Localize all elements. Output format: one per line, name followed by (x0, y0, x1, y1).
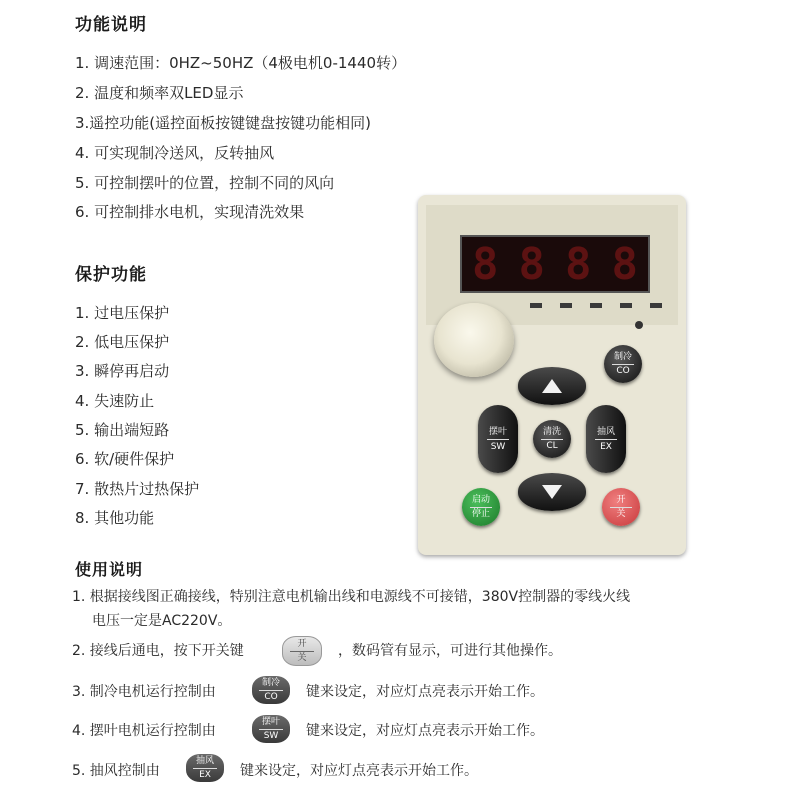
up-arrow-key (518, 367, 586, 405)
key-divider (193, 768, 217, 769)
protection-item: 4. 失速防止 (75, 392, 155, 410)
feature-item: 3.遥控功能(遥控面板按键键盘按键功能相同) (75, 114, 372, 132)
swing-key-bottom: SW (490, 441, 506, 452)
exhaust-key-top: 抽风 (596, 426, 615, 437)
indicator-led (620, 303, 632, 308)
up-arrow-icon (541, 378, 563, 394)
display-digit: 8 (565, 238, 592, 290)
exhaust-key-bottom: EX (600, 441, 612, 452)
usage-title: 使用说明 (75, 560, 144, 579)
display-digit: 8 (472, 238, 499, 290)
key-divider (487, 439, 509, 440)
swing-key-icon (252, 715, 290, 743)
down-arrow-key (518, 473, 586, 511)
indicator-led (650, 303, 662, 308)
feature-item: 4. 可实现制冷送风，反转抽风 (75, 144, 275, 162)
cool-key-icon-top: 制冷 (261, 677, 280, 688)
power-key-icon-top: 开 (297, 638, 307, 649)
usage-item-2-prefix: 2. 接线后通电，按下开关键 (72, 643, 244, 659)
protection-item: 7. 散热片过热保护 (75, 480, 200, 498)
key-divider (610, 507, 632, 508)
power-key-top: 开 (616, 494, 626, 505)
exhaust-key-icon (186, 754, 224, 782)
cool-key (604, 345, 642, 383)
clean-key (533, 420, 571, 458)
power-key-bottom: 关 (616, 508, 626, 519)
key-divider (259, 729, 283, 730)
protection-item: 3. 瞬停再启动 (75, 362, 170, 380)
start-key-bottom: 停止 (471, 508, 490, 519)
start-stop-key (462, 488, 500, 526)
protection-title: 保护功能 (75, 265, 147, 285)
swing-key-icon-top: 摆叶 (261, 716, 280, 727)
indicator-led (530, 303, 542, 308)
key-divider (595, 439, 617, 440)
features-title: 功能说明 (75, 15, 147, 35)
usage-item-3-prefix: 3. 制冷电机运行控制由 (72, 684, 216, 700)
usage-item-1-line-1: 1. 根据接线图正确接线，特别注意电机输出线和电源线不可接错，380V控制器的零线火线 (72, 589, 631, 605)
protection-item: 1. 过电压保护 (75, 304, 170, 322)
start-key-top: 启动 (471, 494, 490, 505)
display-digit: 8 (611, 238, 638, 290)
power-key-icon-bottom: 关 (297, 652, 307, 663)
key-divider (259, 690, 283, 691)
usage-item-4-prefix: 4. 摆叶电机运行控制由 (72, 723, 216, 739)
swing-key (478, 405, 518, 473)
feature-item: 2. 温度和频率双LED显示 (75, 84, 244, 102)
key-divider (541, 439, 563, 440)
protection-item: 5. 输出端短路 (75, 421, 170, 439)
key-divider (470, 507, 492, 508)
cool-key-icon (252, 676, 290, 704)
down-arrow-icon (541, 484, 563, 500)
display-digit: 8 (518, 238, 545, 290)
cool-key-top: 制冷 (613, 351, 632, 362)
indicator-dot (635, 321, 643, 329)
usage-item-2-suffix: ，数码管有显示，可进行其他操作。 (338, 643, 562, 659)
protection-item: 2. 低电压保护 (75, 333, 170, 351)
clean-key-bottom: CL (546, 440, 558, 451)
exhaust-key-icon-top: 抽风 (195, 755, 214, 766)
exhaust-key-icon-bottom: EX (199, 769, 211, 780)
cool-key-bottom: CO (616, 365, 630, 376)
led-display (460, 235, 650, 293)
feature-item: 1. 调速范围：0HZ~50HZ（4极电机0-1440转） (75, 54, 407, 72)
feature-item: 5. 可控制摆叶的位置，控制不同的风向 (75, 174, 335, 192)
indicator-led (560, 303, 572, 308)
usage-item-5-prefix: 5. 抽风控制由 (72, 763, 160, 779)
swing-key-icon-bottom: SW (263, 730, 279, 741)
usage-item-1-line-2: 电压一定是AC220V。 (92, 613, 232, 629)
exhaust-key (586, 405, 626, 473)
key-divider (612, 364, 634, 365)
protection-item: 8. 其他功能 (75, 509, 155, 527)
usage-item-3-suffix: 键来设定，对应灯点亮表示开始工作。 (306, 684, 544, 700)
speed-knob (434, 303, 514, 377)
usage-item-4-suffix: 键来设定，对应灯点亮表示开始工作。 (306, 723, 544, 739)
power-key (602, 488, 640, 526)
protection-item: 6. 软/硬件保护 (75, 450, 175, 468)
controller-panel-image (418, 195, 686, 555)
cool-key-icon-bottom: CO (264, 691, 278, 702)
feature-item: 6. 可控制排水电机，实现清洗效果 (75, 203, 305, 221)
usage-item-5-suffix: 键来设定，对应灯点亮表示开始工作。 (240, 763, 478, 779)
swing-key-top: 摆叶 (488, 426, 507, 437)
clean-key-top: 清洗 (542, 426, 561, 437)
indicator-led (590, 303, 602, 308)
key-divider (290, 651, 314, 652)
power-key-icon (282, 636, 322, 666)
